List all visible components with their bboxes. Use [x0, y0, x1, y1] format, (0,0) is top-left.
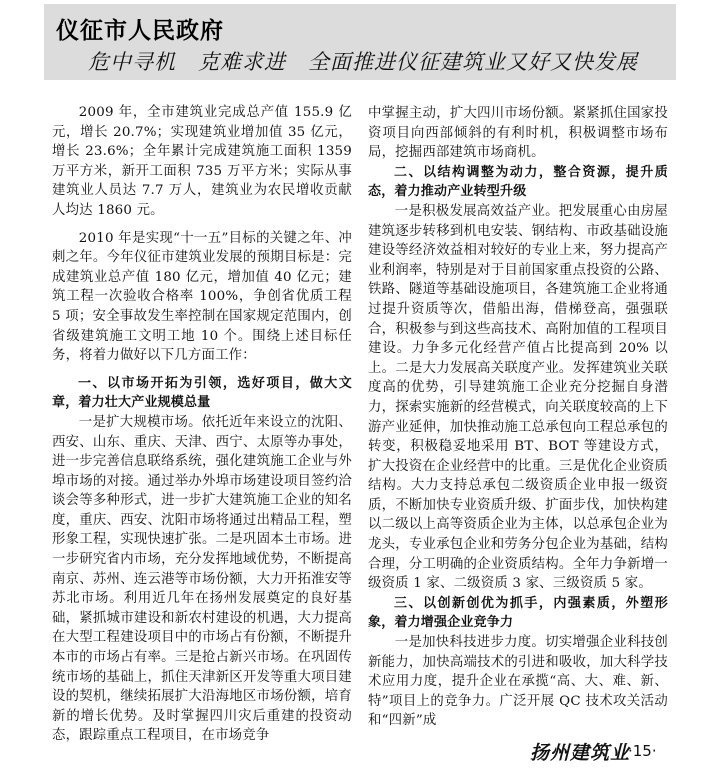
- right-column: [368, 104, 668, 731]
- paragraph: 一是积极发展高效益产业。把发展重心由房屋建筑逐步转移到机电安装、钢结构、市政基础设施建设等经济效益相对较好的专业上来，努力提高产业利润率，特别是对于目前国家重点投资的公路、铁路、隧道等基础设施项目，各建筑施工企业将通过提升资质等次，借船出海，借梯登高，强强联合，积极参与到这些高技术、高附加值的工程项目建设。力争多元化经营产值占比提高到 20% 以上。二是大力发展高关联度产业。发挥建筑业关联度高的优势，引导建筑施工企业充分挖掘自身潜力，探索实施新的经营模式，向关联度较高的上下游产业延伸，加快推动施工总承包向工程总承包的转变，积极稳妥地采用 BT、BOT 等建设方式，扩大投资在企业经营中的比重。三是优化企业资质结构。大力支持总承包二级资质企业申报一级资质，不断加快专业资质升级、扩面步伐，加快构建以二级以上高等资质企业为主体，以总承包企业为龙头，专业承包企业和劳务分包企业为基础，结构合理，分工明确的企业资质结构。全年力争新增一级资质 1 家、二级资质 3 家、三级资质 5 家。: [368, 203, 668, 592]
- section-heading: 三、以创新创优为抓手，内强素质，外塑形象，着力增强企业竞争力: [368, 595, 668, 631]
- paragraph: 一是扩大规模市场。依托近年来设立的沈阳、西安、山东、重庆、天津、西宁、太原等办事处，进一步完善信息联络系统，强化建筑施工企业与外埠市场的对接。通过举办外埠市场建设项目签约洽谈会等多种形式，进一步扩大建筑施工企业的知名度，重庆、西安、沈阳市场将通过出精品工程，塑形象工程，实现快速扩张。二是巩固本土市场。进一步研究省内市场，充分发挥地域优势，不断提高南京、苏州、连云港等市场份额，大力开拓淮安等苏北市场。利用近几年在扬州发展奠定的良好基础，紧抓城市建设和新农村建设的机遇，大力提高在大型工程建设项目中的市场占有份额，不断提升本市的市场占有率。三是抢占新兴市场。在巩固传统市场的基础上，抓住天津新区开发等重大项目建设的契机，继续拓展扩大沿海地区市场份额，培育新的增长优势。及时掌握四川灾后重建的投资动态，跟踪重点工程项目，在市场竞争: [52, 414, 352, 744]
- section-heading: 一、以市场开拓为引领，选好项目，做大文章，着力壮大产业规模总量: [52, 375, 352, 411]
- organization-name: 仪征市人民政府: [56, 18, 224, 44]
- section-heading: 二、以结构调整为动力，整合资源，提升质态，着力推动产业转型升级: [368, 164, 668, 200]
- page-number: ·15·: [628, 742, 657, 760]
- article-title: 危中寻机 克难求进 全面推进仪征建筑业又好又快发展: [88, 50, 638, 74]
- paragraph: 2010 年是实现“十一五”目标的关键之年、冲刺之年。今年仪征市建筑业发展的预期目标是：完成建筑业总产值 180 亿元，增加值 40 亿元；建筑工程一次验收合格率 100%，争创省优质工程 5 项；安全事故发生率控制在国家规定范围内，创省级建筑施工文明工地 10 个。围绕上述目标任务，将着力做好以下几方面工作：: [52, 230, 352, 364]
- paragraph: 中掌握主动，扩大四川市场份额。紧紧抓住国家投资项目向西部倾斜的有利时机，积极调整市场布局，挖掘西部建筑市场商机。: [368, 106, 668, 161]
- left-column: [52, 103, 352, 746]
- article-header: [44, 4, 676, 80]
- paragraph: 一是加快科技进步力度。切实增强企业科技创新能力，加快高端技术的引进和吸收，加大科学技术应用力度，提升企业在承揽“高、大、难、新、特”项目上的竞争力。广泛开展 QC 技术攻关活动和“四新”成: [368, 635, 668, 729]
- journal-logo: 扬州建筑业: [530, 742, 631, 764]
- paragraph: 2009 年，全市建筑业完成总产值 155.9 亿元，增长 20.7%；实现建筑业增加值 35 亿元，增长 23.6%；全年累计完成建筑施工面积 1359 万平方米，新开工面积 735 万平方米；实际从事建筑业人员达 7.7 万人，建筑业为农民增收贡献人均达 1860 元。: [52, 105, 352, 218]
